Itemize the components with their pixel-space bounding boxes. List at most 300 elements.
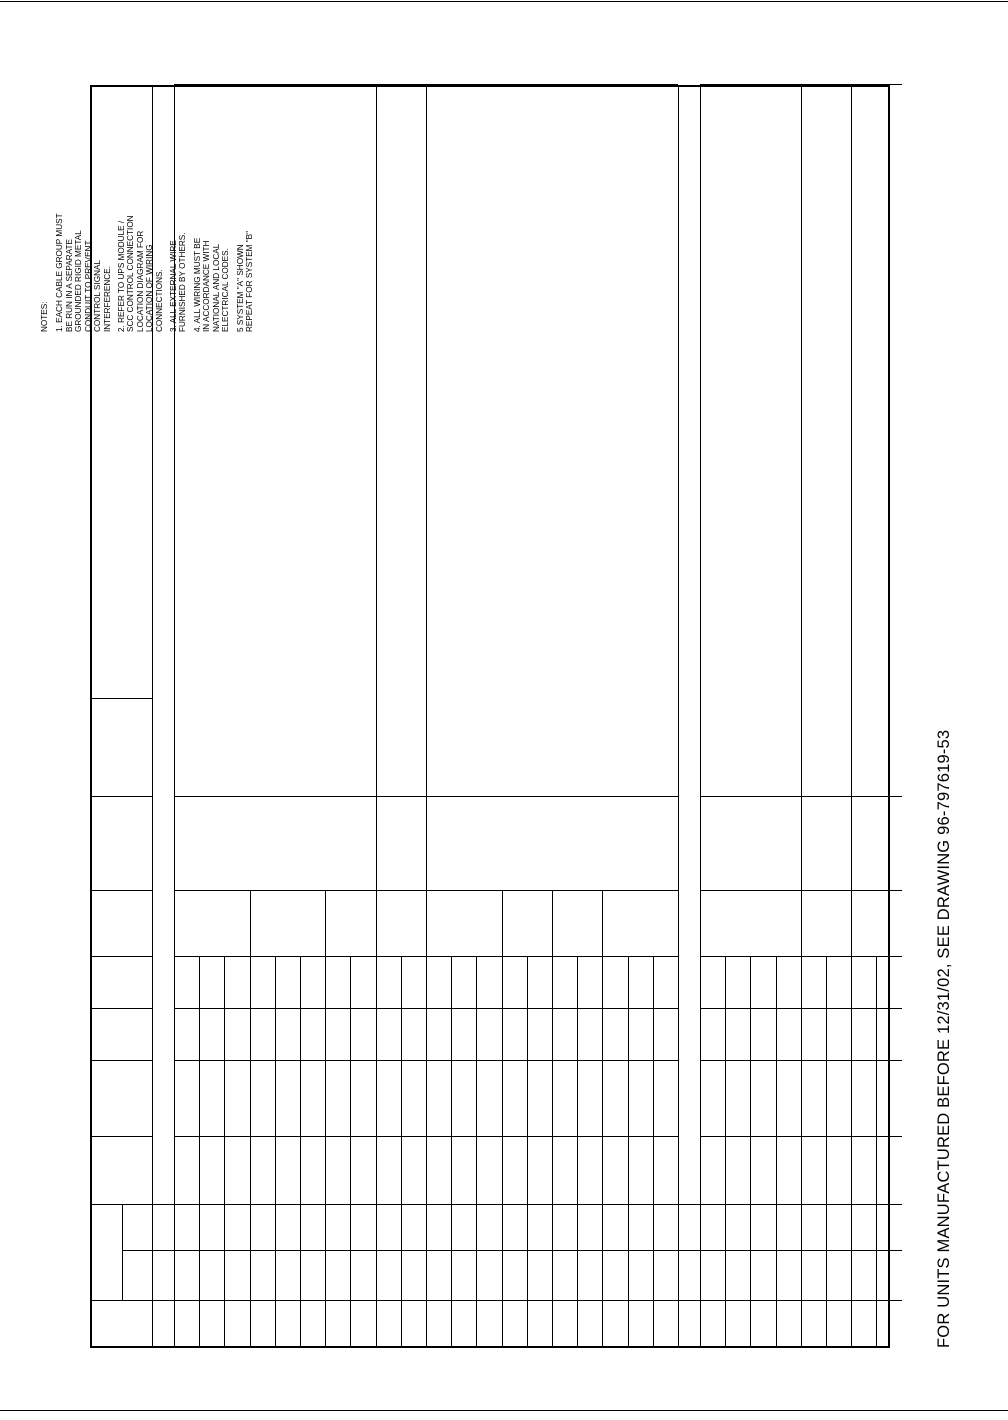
signal-cell xyxy=(776,1137,801,1205)
grid-line xyxy=(700,1060,725,1061)
voltage-cell xyxy=(628,1061,653,1137)
grid-line xyxy=(199,1136,224,1137)
grid-line xyxy=(92,698,152,699)
from-cell xyxy=(851,1251,876,1301)
to-cell xyxy=(224,1205,249,1251)
signal-cell xyxy=(502,1137,527,1205)
header-signal xyxy=(92,1137,152,1205)
grid-line xyxy=(152,1250,174,1251)
grid-line xyxy=(602,1136,627,1137)
current-cell xyxy=(174,1009,199,1061)
grid-line xyxy=(426,1008,451,1009)
to-cell xyxy=(426,1205,451,1251)
grid-line xyxy=(628,1008,653,1009)
color-cell xyxy=(174,957,199,1009)
grid-line xyxy=(577,1300,602,1301)
voltage-cell xyxy=(376,1061,401,1137)
wire-no-cell xyxy=(476,1301,501,1346)
grid-line xyxy=(502,1008,527,1009)
grid-line xyxy=(826,1250,851,1251)
current-cell xyxy=(275,1009,300,1061)
header-color xyxy=(92,957,152,1009)
grid-line xyxy=(502,1300,527,1301)
grid-line xyxy=(851,1060,876,1061)
max-length-cell xyxy=(851,797,901,891)
wire-size-cell xyxy=(602,891,678,957)
from-cell xyxy=(426,1251,451,1301)
grid-line xyxy=(801,1204,826,1205)
voltage-cell xyxy=(876,1061,901,1137)
color-cell xyxy=(250,957,275,1009)
to-cell xyxy=(451,1205,476,1251)
grid-line xyxy=(776,1136,801,1137)
grid-line xyxy=(350,1008,375,1009)
grid-line xyxy=(801,1008,826,1009)
grid-line xyxy=(851,84,901,85)
from-cell xyxy=(552,1251,577,1301)
remarks-cell xyxy=(801,85,851,797)
grid-line xyxy=(350,1204,375,1205)
grid-line xyxy=(376,1136,401,1137)
color-cell xyxy=(602,957,627,1009)
signal-cell xyxy=(275,1137,300,1205)
notes-block xyxy=(40,42,259,332)
grid-line xyxy=(876,1008,901,1009)
current-cell xyxy=(577,1009,602,1061)
wire-no-cell xyxy=(502,1301,527,1346)
grid-line xyxy=(502,1204,527,1205)
grid-line xyxy=(250,1008,275,1009)
grid-line xyxy=(300,1300,325,1301)
grid-line xyxy=(275,1060,300,1061)
grid-line xyxy=(628,1060,653,1061)
current-cell xyxy=(826,1009,851,1061)
grid-line xyxy=(826,1008,851,1009)
grid-line xyxy=(678,1250,700,1251)
to-cell xyxy=(801,1205,826,1251)
voltage-cell xyxy=(476,1061,501,1137)
grid-line xyxy=(826,1060,851,1061)
grid-line xyxy=(502,1250,527,1251)
signal-cell xyxy=(851,1137,876,1205)
grid-line xyxy=(851,1300,876,1301)
grid-line xyxy=(577,1008,602,1009)
current-cell xyxy=(502,1009,527,1061)
note-item: 5 SYSTEM "A" SHOWN REPEAT FOR SYSTEM "B" xyxy=(235,230,255,332)
grid-line xyxy=(174,1300,199,1301)
current-cell xyxy=(199,1009,224,1061)
color-cell xyxy=(851,957,876,1009)
grid-line xyxy=(527,1250,552,1251)
grid-line xyxy=(725,1204,750,1205)
from-cell xyxy=(876,1251,901,1301)
voltage-cell xyxy=(300,1061,325,1137)
grid-line xyxy=(700,84,801,85)
from-cell xyxy=(350,1251,375,1301)
from-cell xyxy=(401,1251,426,1301)
grid-line xyxy=(92,1300,152,1301)
wire-no-cell xyxy=(275,1301,300,1346)
color-cell xyxy=(776,957,801,1009)
note-item: 2. REFER TO UPS MODULE / SCC CONTROL CONNECTION LOCATION DIAGRAM FOR LOCATION OF WIRING CONNECTIONS. xyxy=(116,215,164,332)
grid-line xyxy=(92,1060,152,1061)
grid-line xyxy=(174,1008,199,1009)
cable-group-caption xyxy=(678,79,700,1207)
grid-line xyxy=(426,1204,451,1205)
wire-size-cell xyxy=(851,891,901,957)
grid-line xyxy=(224,1300,249,1301)
current-cell xyxy=(552,1009,577,1061)
signal-cell xyxy=(577,1137,602,1205)
grid-line xyxy=(350,1060,375,1061)
grid-line xyxy=(552,1008,577,1009)
grid-line xyxy=(451,1060,476,1061)
max-length-cell xyxy=(700,797,801,891)
current-cell xyxy=(325,1009,350,1061)
signal-cell xyxy=(750,1137,775,1205)
grid-line xyxy=(628,1204,653,1205)
grid-line xyxy=(122,1205,123,1301)
voltage-cell xyxy=(199,1061,224,1137)
signal-cell xyxy=(653,1137,678,1205)
signal-cell xyxy=(628,1137,653,1205)
grid-line xyxy=(300,1008,325,1009)
grid-line xyxy=(476,1204,501,1205)
from-cell xyxy=(199,1251,224,1301)
from-cell xyxy=(476,1251,501,1301)
wire-size-cell xyxy=(250,891,326,957)
signal-cell xyxy=(552,1137,577,1205)
from-cell xyxy=(628,1251,653,1301)
current-cell xyxy=(776,1009,801,1061)
signal-cell xyxy=(250,1137,275,1205)
header-to xyxy=(122,1205,152,1251)
from-cell xyxy=(224,1251,249,1301)
grid-line xyxy=(750,1136,775,1137)
grid-line xyxy=(577,1136,602,1137)
grid-line xyxy=(678,1300,700,1301)
signal-cell xyxy=(527,1137,552,1205)
current-cell xyxy=(653,1009,678,1061)
signal-cell xyxy=(725,1137,750,1205)
from-cell xyxy=(174,1251,199,1301)
current-cell xyxy=(376,1009,401,1061)
grid-line xyxy=(700,1300,725,1301)
remarks-cell xyxy=(851,85,901,797)
wire-no-cell xyxy=(552,1301,577,1346)
from-cell xyxy=(451,1251,476,1301)
voltage-cell xyxy=(451,1061,476,1137)
grid-line xyxy=(602,1204,627,1205)
to-cell xyxy=(502,1205,527,1251)
grid-line xyxy=(552,1204,577,1205)
current-cell xyxy=(224,1009,249,1061)
grid-line xyxy=(224,1250,249,1251)
wire-size-cell xyxy=(801,891,851,957)
grid-line xyxy=(527,1136,552,1137)
notes-title: NOTES: xyxy=(40,301,49,332)
to-cell xyxy=(653,1205,678,1251)
note-item: 3. ALL EXTERNAL WIRE FURNISHED BY OTHERS. xyxy=(169,232,188,332)
voltage-cell xyxy=(275,1061,300,1137)
to-cell xyxy=(174,1205,199,1251)
wire-no-cell xyxy=(250,1301,275,1346)
signal-cell xyxy=(401,1137,426,1205)
grid-line xyxy=(152,1300,174,1301)
to-cell xyxy=(628,1205,653,1251)
grid-line xyxy=(122,1250,152,1251)
color-cell xyxy=(628,957,653,1009)
signal-cell xyxy=(300,1137,325,1205)
from-cell xyxy=(250,1251,275,1301)
grid-line xyxy=(653,1008,678,1009)
to-cell xyxy=(725,1205,750,1251)
color-cell xyxy=(725,957,750,1009)
grid-line xyxy=(325,1250,350,1251)
grid-line xyxy=(275,1136,300,1137)
current-cell xyxy=(725,1009,750,1061)
grid-line xyxy=(826,1300,851,1301)
grid-line xyxy=(826,1204,851,1205)
grid-line xyxy=(451,1008,476,1009)
to-cell xyxy=(700,1205,725,1251)
wire-no-cell xyxy=(700,1301,725,1346)
grid-line xyxy=(199,1008,224,1009)
grid-line xyxy=(250,1250,275,1251)
wire-no-cell xyxy=(750,1301,775,1346)
grid-line xyxy=(750,1008,775,1009)
max-length-cell xyxy=(376,797,426,891)
grid-line xyxy=(527,1060,552,1061)
remarks-cell xyxy=(426,85,678,797)
grid-line xyxy=(92,956,152,957)
grid-line xyxy=(376,1060,401,1061)
footer-note: FOR UNITS MANUFACTURED BEFORE 12/31/02, SEE DRAWING 96-797619-53 xyxy=(935,729,953,1348)
voltage-cell xyxy=(174,1061,199,1137)
grid-line xyxy=(92,1204,152,1205)
grid-line xyxy=(350,1300,375,1301)
color-cell xyxy=(275,957,300,1009)
grid-line xyxy=(152,1204,174,1205)
signal-cell xyxy=(826,1137,851,1205)
grid-line xyxy=(801,1250,826,1251)
header-terminal xyxy=(96,1205,122,1301)
grid-line xyxy=(602,1060,627,1061)
to-cell xyxy=(476,1205,501,1251)
grid-line xyxy=(199,1250,224,1251)
wire-no-cell xyxy=(174,1301,199,1346)
grid-line xyxy=(577,1250,602,1251)
grid-line xyxy=(602,1300,627,1301)
to-cell xyxy=(199,1205,224,1251)
wire-no-cell xyxy=(300,1301,325,1346)
grid-line xyxy=(350,1136,375,1137)
wire-no-cell xyxy=(801,1301,826,1346)
wire-size-cell xyxy=(700,891,801,957)
grid-line xyxy=(527,1204,552,1205)
from-cell xyxy=(725,1251,750,1301)
grid-line xyxy=(250,1204,275,1205)
grid-line xyxy=(653,1136,678,1137)
voltage-cell xyxy=(725,1061,750,1137)
grid-line xyxy=(199,1204,224,1205)
from-cell xyxy=(300,1251,325,1301)
wire-no-cell xyxy=(653,1301,678,1346)
max-length-cell xyxy=(426,797,678,891)
grid-line xyxy=(628,1250,653,1251)
to-cell xyxy=(826,1205,851,1251)
grid-line xyxy=(325,1008,350,1009)
grid-line xyxy=(725,1008,750,1009)
from-cell xyxy=(502,1251,527,1301)
wire-no-cell xyxy=(376,1301,401,1346)
voltage-cell xyxy=(401,1061,426,1137)
from-cell xyxy=(325,1251,350,1301)
grid-line xyxy=(776,1204,801,1205)
grid-line xyxy=(426,1136,451,1137)
grid-line xyxy=(602,1008,627,1009)
signal-cell xyxy=(325,1137,350,1205)
current-cell xyxy=(750,1009,775,1061)
color-cell xyxy=(376,957,401,1009)
grid-line xyxy=(700,1250,725,1251)
header-wire-size xyxy=(92,891,152,957)
color-cell xyxy=(401,957,426,1009)
grid-line xyxy=(552,1060,577,1061)
from-cell xyxy=(577,1251,602,1301)
to-cell xyxy=(577,1205,602,1251)
grid-line xyxy=(476,1136,501,1137)
grid-line xyxy=(527,1008,552,1009)
wire-no-cell xyxy=(851,1301,876,1346)
wire-size-cell xyxy=(552,891,602,957)
wire-no-cell xyxy=(725,1301,750,1346)
wire-size-cell xyxy=(502,891,552,957)
grid-line xyxy=(275,1008,300,1009)
wire-no-cell xyxy=(451,1301,476,1346)
color-cell xyxy=(451,957,476,1009)
grid-line xyxy=(628,1136,653,1137)
signal-cell xyxy=(602,1137,627,1205)
grid-line xyxy=(552,1136,577,1137)
header-from xyxy=(122,1251,152,1301)
grid-line xyxy=(725,1300,750,1301)
to-cell xyxy=(350,1205,375,1251)
voltage-cell xyxy=(224,1061,249,1137)
signal-cell xyxy=(224,1137,249,1205)
grid-line xyxy=(851,1204,876,1205)
signal-cell xyxy=(801,1137,826,1205)
signal-cell xyxy=(451,1137,476,1205)
grid-line xyxy=(401,1008,426,1009)
to-cell xyxy=(750,1205,775,1251)
wire-no-cell xyxy=(776,1301,801,1346)
to-cell xyxy=(527,1205,552,1251)
color-cell xyxy=(552,957,577,1009)
to-cell xyxy=(602,1205,627,1251)
current-cell xyxy=(801,1009,826,1061)
wire-no-cell xyxy=(224,1301,249,1346)
color-cell xyxy=(426,957,451,1009)
grid-line xyxy=(776,1250,801,1251)
wire-no-cell xyxy=(826,1301,851,1346)
from-cell xyxy=(801,1251,826,1301)
grid-line xyxy=(577,1204,602,1205)
grid-line xyxy=(577,1060,602,1061)
to-cell xyxy=(275,1205,300,1251)
from-cell xyxy=(700,1251,725,1301)
header-current xyxy=(92,1009,152,1061)
grid-line xyxy=(678,1204,700,1205)
grid-line xyxy=(275,1250,300,1251)
voltage-cell xyxy=(527,1061,552,1137)
current-cell xyxy=(876,1009,901,1061)
grid-line xyxy=(451,1250,476,1251)
color-cell xyxy=(502,957,527,1009)
grid-line xyxy=(476,1300,501,1301)
signal-cell xyxy=(426,1137,451,1205)
grid-line xyxy=(325,1060,350,1061)
current-cell xyxy=(300,1009,325,1061)
grid-line xyxy=(325,1300,350,1301)
grid-line xyxy=(451,1300,476,1301)
color-cell xyxy=(653,957,678,1009)
wire-no-cell xyxy=(577,1301,602,1346)
wire-no-cell xyxy=(602,1301,627,1346)
color-cell xyxy=(700,957,725,1009)
grid-line xyxy=(876,1300,901,1301)
grid-line xyxy=(653,1204,678,1205)
grid-line xyxy=(451,1204,476,1205)
grid-line xyxy=(876,1060,901,1061)
to-cell xyxy=(876,1205,901,1251)
remarks-cell xyxy=(376,85,426,797)
signal-cell xyxy=(700,1137,725,1205)
voltage-cell xyxy=(776,1061,801,1137)
wire-no-cell xyxy=(628,1301,653,1346)
to-cell xyxy=(325,1205,350,1251)
grid-line xyxy=(401,1136,426,1137)
grid-line xyxy=(801,1060,826,1061)
header-voltage xyxy=(92,1061,152,1137)
grid-line xyxy=(725,1060,750,1061)
grid-line xyxy=(851,1250,876,1251)
grid-line xyxy=(750,1300,775,1301)
grid-line xyxy=(250,1136,275,1137)
grid-line xyxy=(174,1136,199,1137)
voltage-cell xyxy=(801,1061,826,1137)
current-cell xyxy=(350,1009,375,1061)
to-cell xyxy=(401,1205,426,1251)
note-item: 4. ALL WIRING MUST BE IN ACCORDANCE WITH NATIONAL AND LOCAL ELECTRICAL CODES. xyxy=(192,237,231,332)
grid-line xyxy=(376,1204,401,1205)
to-cell xyxy=(376,1205,401,1251)
grid-line xyxy=(876,1204,901,1205)
grid-line xyxy=(401,1250,426,1251)
current-cell xyxy=(250,1009,275,1061)
color-cell xyxy=(325,957,350,1009)
voltage-cell xyxy=(552,1061,577,1137)
grid-line xyxy=(401,1204,426,1205)
grid-line xyxy=(502,1136,527,1137)
from-cell xyxy=(376,1251,401,1301)
voltage-cell xyxy=(826,1061,851,1137)
grid-line xyxy=(653,1300,678,1301)
from-cell xyxy=(776,1251,801,1301)
grid-line xyxy=(199,1300,224,1301)
grid-line xyxy=(92,890,152,891)
voltage-cell xyxy=(325,1061,350,1137)
